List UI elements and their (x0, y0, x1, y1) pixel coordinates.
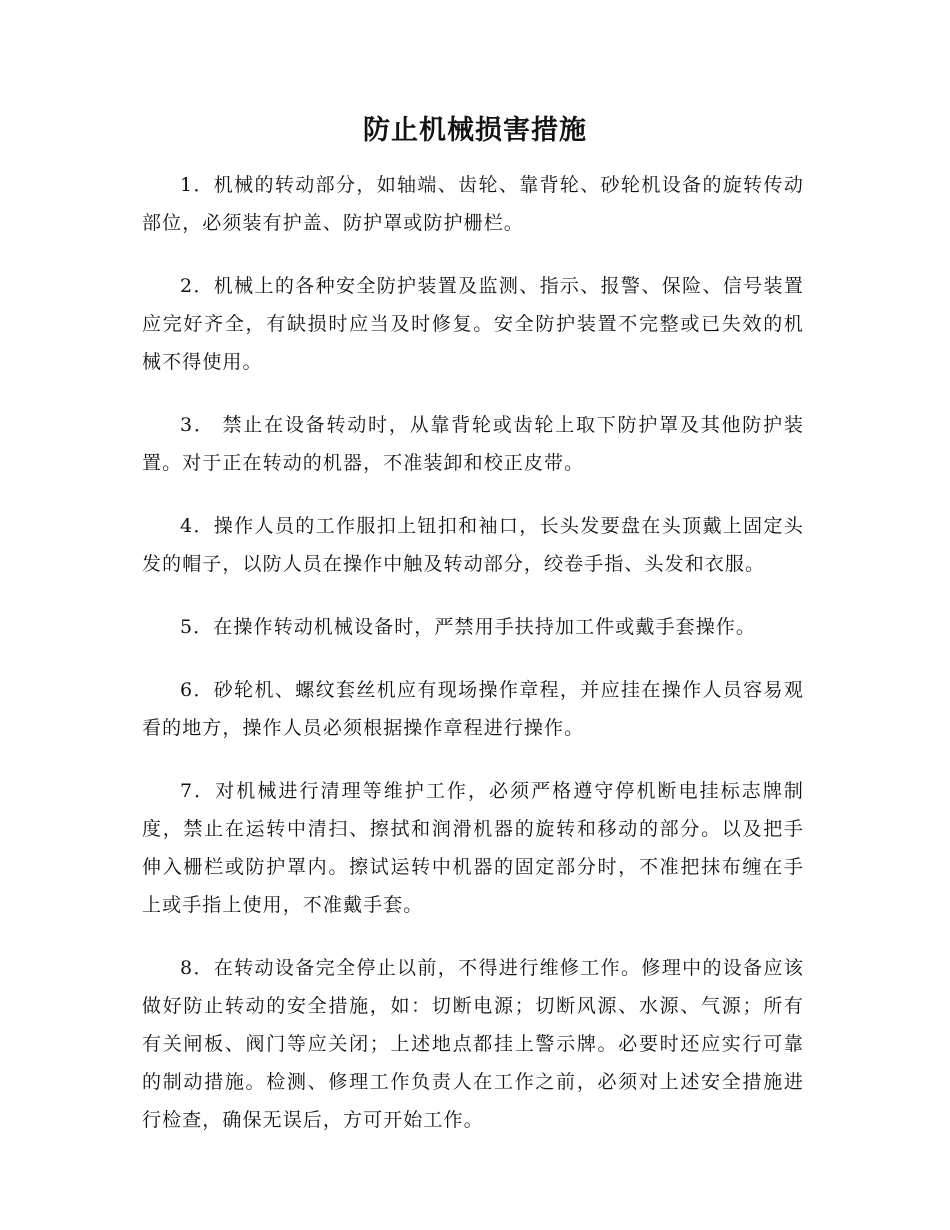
paragraph-7: 7．对机械进行清理等维护工作，必须严格遵守停机断电挂标志牌制度，禁止在运转中清扫、擦拭和润滑机器的旋转和移动的部分。以及把手伸入栅栏或防护罩内。擦试运转中机器的固定部分时，不准把抹布缠在手上或手指上使用，不准戴手套。 (142, 780, 804, 916)
paragraph-4: 4．操作人员的工作服扣上钮扣和袖口，长头发要盘在头顶戴上固定头发的帽子，以防人员在操作中触及转动部分，绞卷手指、头发和衣服。 (142, 515, 804, 575)
document-title: 防止机械损害措施 (363, 115, 587, 146)
paragraph-3: 3． 禁止在设备转动时，从靠背轮或齿轮上取下防护罩及其他防护装置。对于正在转动的机器，不准装卸和校正皮带。 (142, 414, 804, 474)
paragraph-1: 1．机械的转动部分，如轴端、齿轮、靠背轮、砂轮机设备的旋转传动部位，必须装有护盖、防护罩或防护栅栏。 (142, 174, 804, 234)
paragraph-6: 6．砂轮机、螺纹套丝机应有现场操作章程，并应挂在操作人员容易观看的地方，操作人员必须根据操作章程进行操作。 (142, 679, 804, 739)
paragraph-2: 2．机械上的各种安全防护装置及监测、指示、报警、保险、信号装置应完好齐全，有缺损时应当及时修复。安全防护装置不完整或已失效的机械不得使用。 (142, 275, 804, 373)
paragraph-5: 5．在操作转动机械设备时，严禁用手扶持加工件或戴手套操作。 (180, 616, 756, 638)
document-body (142, 166, 804, 1164)
paragraph-8: 8．在转动设备完全停止以前，不得进行维修工作。修理中的设备应该做好防止转动的安全措施，如：切断电源；切断风源、水源、气源；所有有关闸板、阀门等应关闭；上述地点都挂上警示牌。必要时还应实行可靠的制动措施。检测、修理工作负责人在工作之前，必须对上述安全措施进行检查，确保无误后，方可开始工作。 (142, 957, 804, 1131)
